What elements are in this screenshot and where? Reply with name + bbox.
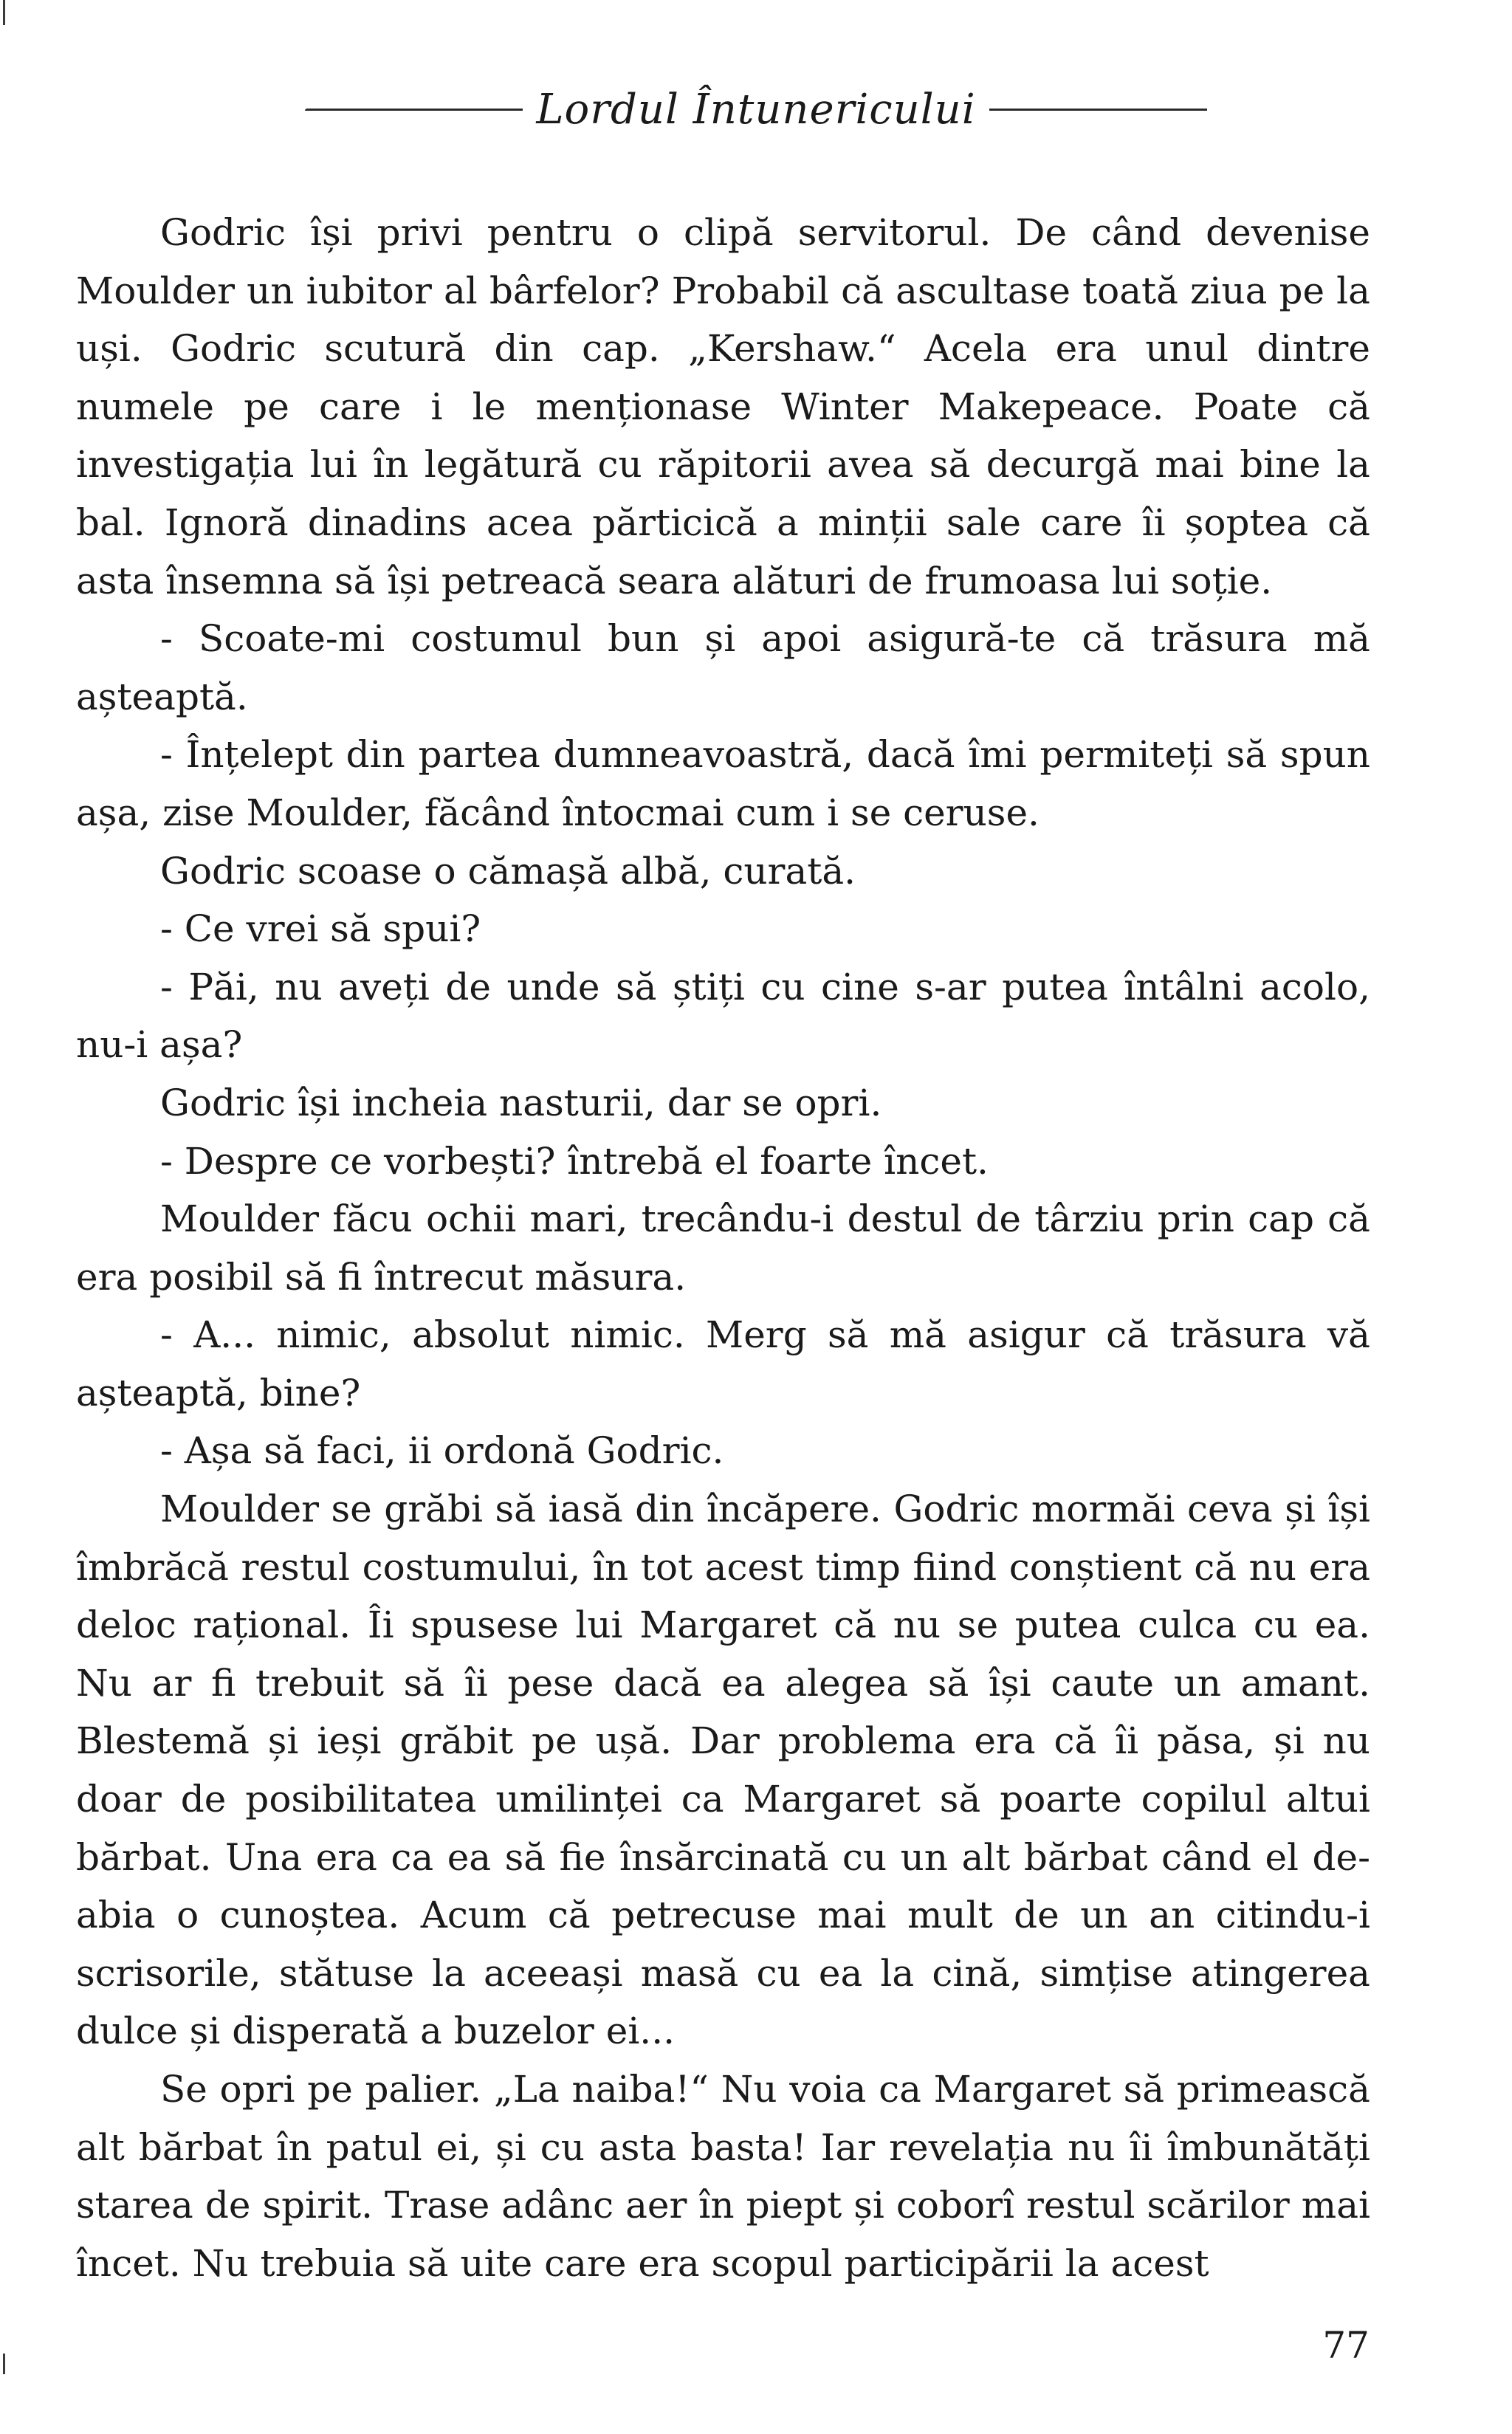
paragraph: - Scoate-mi costumul bun și apoi asigură-te că trăsura mă așteaptă. bbox=[76, 617, 1370, 718]
paragraph: Godric își incheia nasturii, dar se opri. bbox=[160, 1081, 882, 1124]
paragraph: Godric scoase o cămașă albă, curată. bbox=[160, 849, 856, 893]
paragraph: - Păi, nu aveți de unde să știți cu cine s-ar putea întâlni acolo, nu-i așa? bbox=[76, 965, 1370, 1067]
paragraph: Moulder se grăbi să iasă din încăpere. Godric mormăi ceva și își îmbrăcă restul costumului, în tot acest timp fiind conștient că nu era deloc rațional. Îi spusese lui Margaret că nu se putea culca cu ea. Nu ar fi trebuit să îi pese dacă ea alegea să își caute un amant. Blestemă și ieși grăbit pe ușă. Dar problema era că îi păsa, și nu doar de posibilitatea umilinței ca Margaret să poarte copilul altui bărbat. Una era ca ea să fie însărcinată cu un alt bărbat când el de-abia o cunoștea. Acum că petrecuse mai mult de un an citindu-i scrisorile, stătuse la aceeași masă cu ea la cină, simțise atingerea dulce și disperată a buzelor ei... bbox=[76, 1488, 1370, 2053]
scan-edge-mark bbox=[3, 0, 5, 25]
running-header bbox=[0, 80, 1512, 139]
paragraph: Moulder făcu ochii mari, trecându-i destul de târziu prin cap că era posibil să fi întrecut măsura. bbox=[76, 1197, 1370, 1299]
paragraph: Godric își privi pentru o clipă servitorul. De când devenise Moulder un iubitor al bârfelor? Probabil că ascultase toată ziua pe la uși. Godric scutură din cap. „Kershaw.“ Acela era unul dintre numele pe care i le menționase Winter Makepeace. Poate că investigația lui în legătură cu răpitorii avea să decurgă mai bine la bal. Ignoră dinadins acea părticică a minții sale care îi șoptea că asta însemna să își petreacă seara alături de frumoasa lui soție. bbox=[76, 211, 1370, 602]
running-title: Lordul Întunericului bbox=[536, 85, 976, 134]
paragraph: - Despre ce vorbești? întrebă el foarte încet. bbox=[160, 1139, 989, 1183]
page-number: 77 bbox=[1322, 2324, 1370, 2367]
header-rule-left bbox=[305, 109, 523, 111]
body-text bbox=[76, 204, 1370, 2292]
scan-edge-mark bbox=[3, 2354, 5, 2374]
paragraph: - A... nimic, absolut nimic. Merg să mă asigur că trăsura vă așteaptă, bine? bbox=[76, 1313, 1370, 1414]
header-rule-right bbox=[989, 109, 1207, 111]
paragraph: - Ce vrei să spui? bbox=[160, 907, 481, 951]
paragraph: Se opri pe palier. „La naiba!“ Nu voia ca Margaret să primească alt bărbat în patul ei, și cu asta basta! Iar revelația nu îi îmbunătăți starea de spirit. Trase adânc aer în piept și coborî restul scărilor mai încet. Nu trebuia să uite care era scopul participării la acest bbox=[76, 2068, 1370, 2285]
paragraph: - Așa să faci, ii ordonă Godric. bbox=[160, 1429, 724, 1473]
paragraph: - Înțelept din partea dumneavoastră, dacă îmi permiteți să spun așa, zise Moulder, făcând întocmai cum i se ceruse. bbox=[76, 733, 1370, 834]
